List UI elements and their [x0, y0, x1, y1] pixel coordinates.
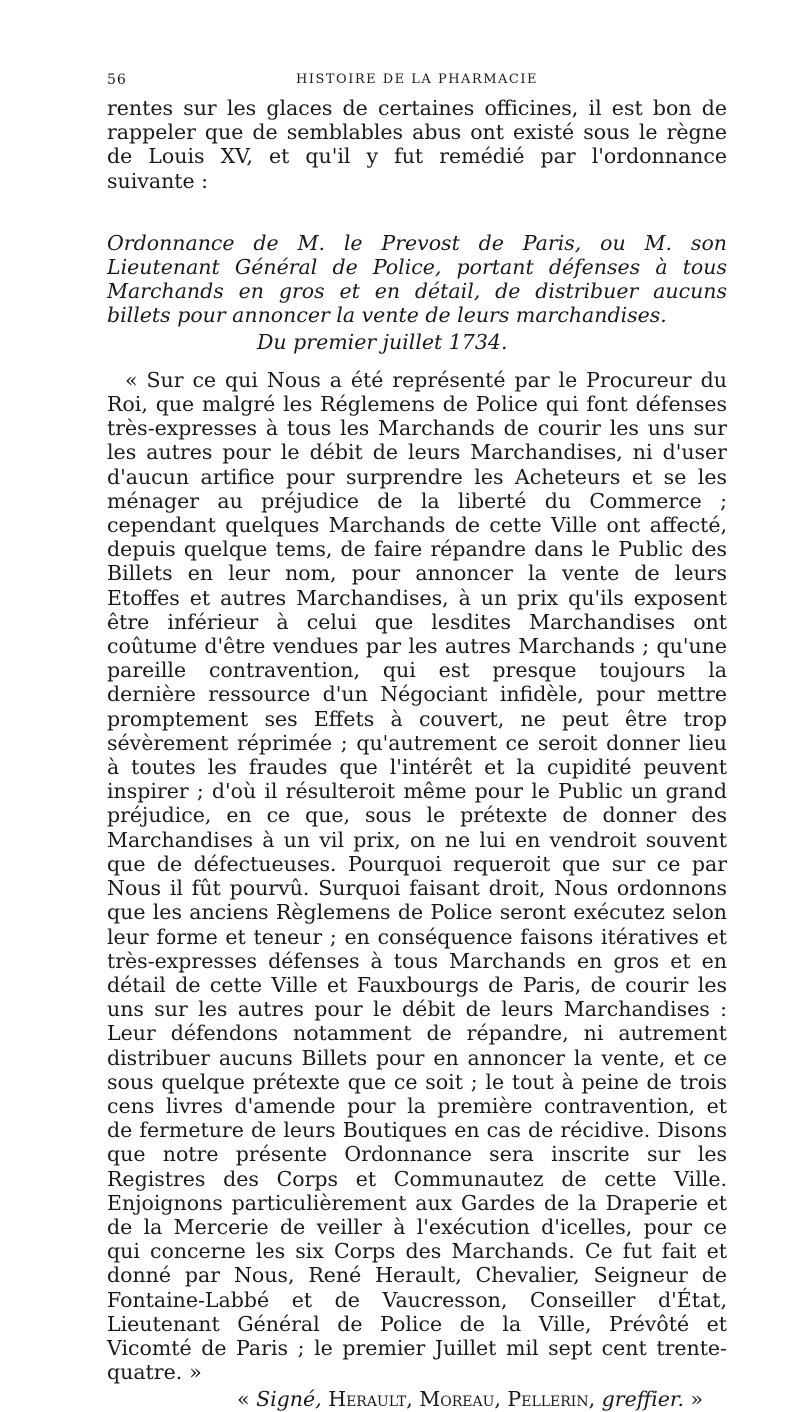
page-number: 56 — [107, 72, 127, 88]
ordinance-date: Du premier juillet 1734. — [257, 329, 508, 354]
signature-signed: Signé, — [256, 1387, 322, 1412]
signature-role: greffier. — [601, 1387, 684, 1412]
ordinance-title: Ordonnance de M. le Prevost de Paris, ou M. son Lieutenant Général de Police, portant défenses à tous Marchands en gros et en détail, de distribuer aucuns billets pour annoncer la vente de leurs marchandises. — [107, 230, 727, 328]
book-page — [107, 68, 727, 1412]
signature-names: Herault, Moreau, Pellerin, — [328, 1387, 596, 1412]
book-title: HISTOIRE DE LA PHARMACIE — [296, 72, 538, 87]
signature-open-quote: « — [237, 1387, 250, 1412]
running-head — [107, 68, 727, 94]
signature-line — [107, 1387, 727, 1411]
ordinance-heading — [107, 231, 727, 354]
signature-close-quote: » — [690, 1387, 704, 1412]
intro-paragraph: rentes sur les glaces de certaines officines, il est bon de rappeler que de semblables abus ont existé sous le règne de Louis XV, et qu'il y fut remédié par l'ordonnance suivante : — [107, 96, 727, 193]
ordinance-body: « Sur ce qui Nous a été représenté par le Procureur du Roi, que malgré les Réglemens de Police qui font défenses très-expresses à tous les Marchands de courir les uns sur les autres pour le débit de leurs Marchandises, ni d'user d'aucun artifice pour surprendre les Acheteurs et se les ménager au préjudice de la liberté du Commerce ; cependant quelques Marchands de cette Ville ont affecté, depuis quelque tems, de faire répandre dans le Public des Billets en leur nom, pour annoncer la vente de leurs Etoffes et autres Marchandises, à un prix qu'ils exposent être inférieur à celui que lesdites Marchandises ont coûtume d'être vendues par les autres Marchands ; qu'une pareille contravention, qui est presque toujours la dernière ressource d'un Négociant infidèle, pour mettre promptement ses Effets à couvert, ne peut être trop sévèrement réprimée ; qu'autrement ce seroit donner lieu à toutes les fraudes que l'intérêt et la cupidité peuvent inspirer ; d'où il résulteroit même pour le Public un grand préjudice, en ce que, sous le prétexte de donner des Marchandises à un vil prix, on ne lui en vendroit souvent que de défectueuses. Pourquoi requeroit que sur ce par Nous il fût pourvû. Surquoi faisant droit, Nous ordonnons que les anciens Règlemens de Police seront exécutez selon leur forme et teneur ; en conséquence faisons itératives et très-expresses défenses à tous Marchands en gros et en détail de cette Ville et Fauxbourgs de Paris, de courir les uns sur les autres pour le débit de leurs Marchandises : Leur défendons notamment de répandre, ni autrement distribuer aucuns Billets pour en annoncer la vente, et ce sous quelque prétexte que ce soit ; le tout à peine de trois cens livres d'amende pour la première contravention, et de fermeture de leurs Boutiques en cas de récidive. Disons que notre présente Ordonnance sera inscrite sur les Registres des Corps et Communautez de cette Ville. Enjoignons particulièrement aux Gardes de la Draperie et de la Mercerie de veiller à l'exécution d'icelles, pour ce qui concerne les six Corps des Marchands. Ce fut fait et donné par Nous, René Herault, Chevalier, Seigneur de Fontaine-Labbé et de Vaucresson, Conseiller d'État, Lieutenant Général de Police de la Ville, Prévôté et Vicomté de Paris ; le premier Juillet mil sept cent trente-quatre. » — [107, 367, 727, 1385]
